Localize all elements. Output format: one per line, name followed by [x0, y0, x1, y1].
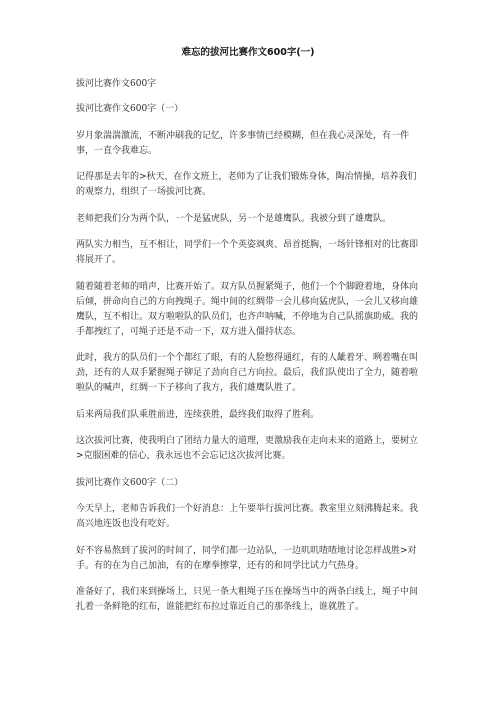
paragraph: 老师把我们分为两个队，一个是猛虎队，另一个是雄鹰队。我被分到了雄鹰队。	[76, 213, 392, 224]
paragraph: 今天早上，老师告诉我们一个好消息：上午要举行拔河比赛。教室里立刻沸腾起来。我高兴地连饭也没有吃好。	[76, 504, 419, 529]
paragraph: 拔河比赛作文600字	[76, 79, 157, 89]
paragraph: 此时，我方的队员们一个个都红了眼，有的人脸憋得通红，有的人龇着牙、咧着嘴在叫劲，还有的人双手紧握绳子铆足了劲向自己方向拉。最后，我们队使出了全力，随着啦啦队的喊声，红绸一下子移向了我方，我们雄鹰队胜了。	[76, 353, 419, 393]
paragraph: 拔河比赛作文600字（一）	[76, 104, 184, 114]
paragraph: 两队实力相当，互不相让，同学们一个个英姿飒爽、昂首挺胸，一场针锋相对的比赛即将展开了。	[76, 240, 419, 265]
paragraph: 记得那是去年的>秋天，在作文班上，老师为了让我们锻炼身体，陶冶情操，培养我们的观察力，组织了一场拔河比赛。	[76, 172, 417, 197]
paragraph: 岁月象湍湍激流，不断冲刷我的记忆，许多事情已经模糊，但在我心灵深处，有一件事，一直令我难忘。	[76, 130, 410, 156]
document-title: 难忘的拔河比赛作文600字(一)	[181, 47, 315, 58]
section-heading: 拔河比赛作文600字（二）	[76, 477, 184, 488]
paragraph: 随着随着老师的哨声，比赛开始了。双方队员握紧绳子，他们一个个脚蹬着地，身体向后倾，拼命向自己的方向拽绳子。绳中间的红绸带一会儿移向猛虎队，一会儿又移向雄鹰队，互不相让。双方啦啦队的队员们，也齐声呐喊，不停地为自己队摇旗助威。我的手都拽红了，可绳子还是不动一下，双方进入僵持状态。	[76, 281, 419, 337]
paragraph: 这次拔河比赛，使我明白了团结力量大的道理，更激励我在走向未来的道路上，要树立>克服困难的信心，我永远也不会忘记这次拔河比赛。	[76, 436, 419, 461]
paragraph: 好不容易熬到了拔河的时间了，同学们都一边站队，一边叽叽喳喳地讨论怎样战胜>对手。有的在为自己加油，有的在摩拳擦掌，还有的和同学比试力气热身。	[76, 545, 417, 571]
paragraph: 后来两局我们队乘胜前进，连续获胜，最终我们取得了胜利。	[76, 409, 320, 420]
paragraph: 准备好了，我们来到操场上，只见一条大粗绳子压在操场当中的两条白线上，绳子中间扎着一条鲜艳的红布，谁能把红布拉过靠近自己的那条线上，谁就胜了。	[76, 587, 419, 612]
document-body	[76, 77, 420, 627]
